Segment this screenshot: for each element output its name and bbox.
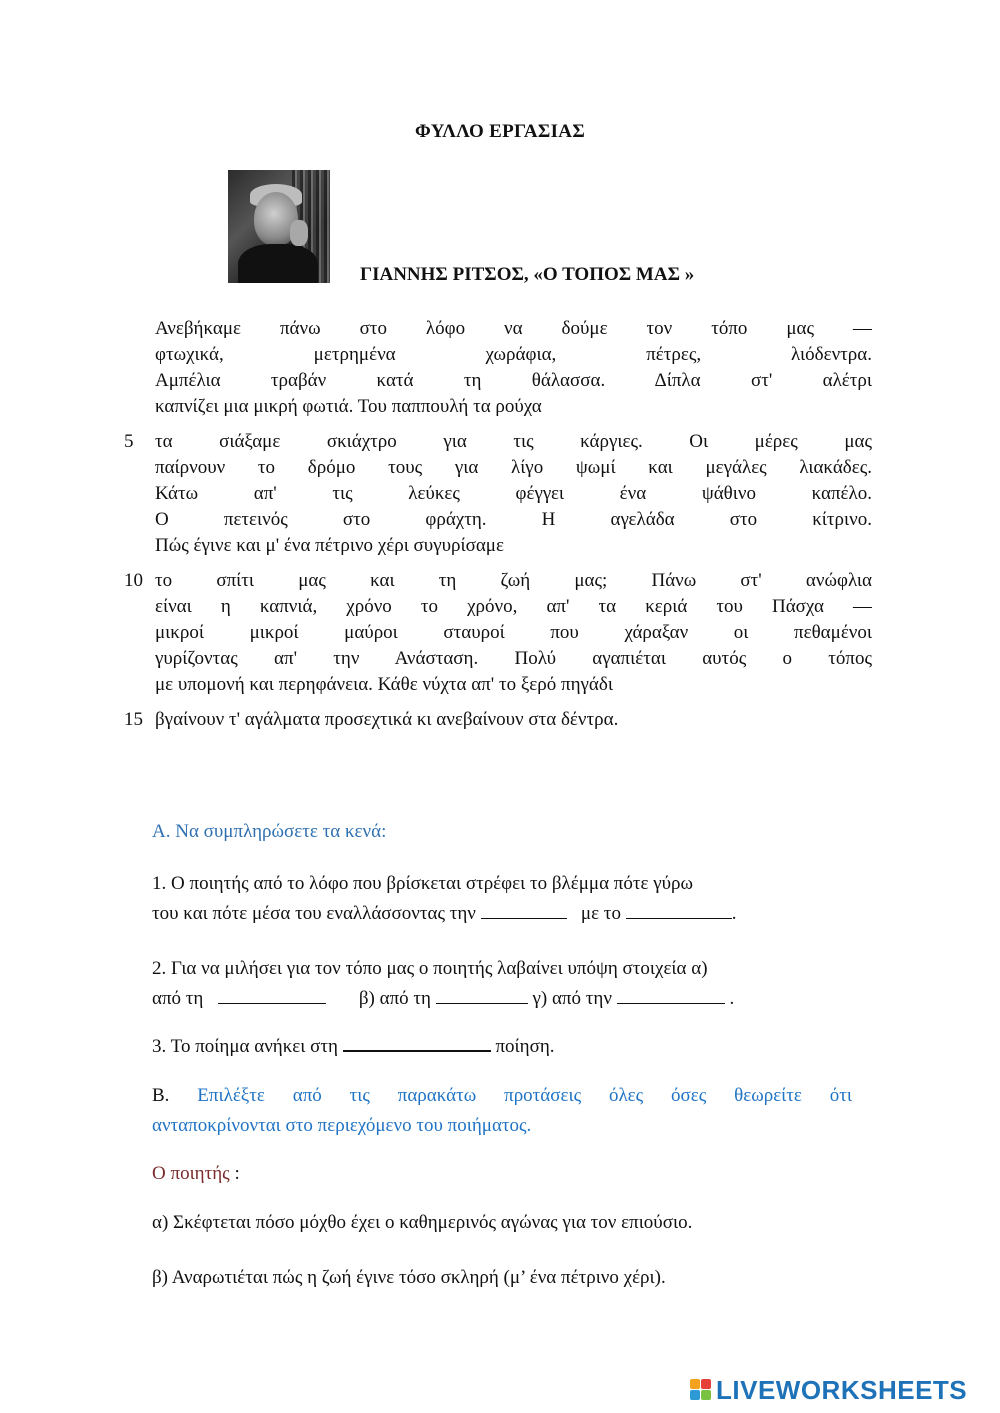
poem-line-text: Αμπέλια τραβάν κατά τη θάλασσα. Δίπλα στ' αλέτρι — [155, 370, 872, 391]
liveworksheets-logo-text: LIVEWORKSHEETS — [716, 1374, 968, 1405]
poem-line-text: γυρίζοντας απ' την Ανάσταση. Πολύ αγαπιέται αυτός ο τόπος — [155, 648, 872, 669]
poem-line-number: 10 — [124, 570, 143, 591]
question-3-blank[interactable] — [343, 1032, 491, 1052]
poem-line — [120, 620, 880, 646]
poem-line — [120, 455, 880, 481]
poem-title: ΓΙΑΝΝΗΣ ΡΙΤΣΟΣ, «Ο ΤΟΠΟΣ ΜΑΣ » — [360, 264, 695, 285]
liveworksheets-logo — [690, 1376, 967, 1404]
poem-line-text: τα σιάξαμε σκιάχτρο για τις κάργιες. Οι μέρες μας — [155, 431, 872, 452]
poem-line — [120, 429, 880, 455]
poem-text — [120, 316, 880, 733]
question-1-line-1: 1. Ο ποιητής από το λόφο που βρίσκεται στρέφει το βλέμμα πότε γύρω — [152, 873, 694, 894]
poem-line-text: είναι η καπνιά, χρόνο το χρόνο, απ' τα κεριά του Πάσχα — — [155, 596, 872, 617]
poem-line — [120, 672, 880, 698]
poem-line-text: παίρνουν το δρόμο τους για λίγο ψωμί και μεγάλες λιακάδες. — [155, 457, 872, 478]
section-b-instruction-line-2: ανταποκρίνονται στο περιεχόμενο του ποιήματος. — [152, 1115, 532, 1136]
question-3-text-part-2: ποίηση. — [495, 1036, 555, 1057]
section-b-instruction-line-1: Επιλέξτε από τις παρακάτω προτάσεις όλες όσες θεωρείτε ότι — [197, 1085, 853, 1106]
poem-line-text: φτωχικά, μετρημένα χωράφια, πέτρες, λιόδεντρα. — [155, 344, 872, 365]
poem-line — [120, 342, 880, 368]
question-1-blank-2[interactable] — [626, 900, 732, 919]
question-2-blank-2[interactable] — [436, 985, 528, 1004]
question-2-line-1: 2. Για να μιλήσει για τον τόπο μας ο ποιητής λαβαίνει υπόψη στοιχεία α) — [152, 958, 708, 979]
question-1 — [152, 869, 852, 929]
section-b-subject-label: Ο ποιητής — [152, 1163, 230, 1184]
poem-line — [120, 533, 880, 559]
poem-line-text: Ανεβήκαμε πάνω στο λόφο να δούμε τον τόπο μας — — [155, 318, 872, 339]
poem-line — [120, 594, 880, 620]
question-1-blank-1[interactable] — [481, 900, 567, 919]
poet-portrait-image — [228, 170, 330, 283]
poem-line-text: καπνίζει μια μικρή φωτιά. Του παππουλή τα ρούχα — [155, 396, 542, 417]
question-2-blank-1[interactable] — [218, 985, 326, 1004]
poem-line-text: το σπίτι μας και τη ζωή μας; Πάνω στ' ανώφλια — [155, 570, 872, 591]
poem-line-text: βγαίνουν τ' αγάλματα προσεχτικά κι ανεβαίνουν στα δέντρα. — [155, 709, 619, 730]
question-2-text-part-2: β) από τη — [358, 988, 431, 1009]
poem-line — [120, 646, 880, 672]
question-2-text-part-3: γ) από την — [532, 988, 612, 1009]
poem-line — [120, 481, 880, 507]
poem-line — [120, 507, 880, 533]
poem-line — [120, 568, 880, 594]
question-2-line-2 — [152, 984, 852, 1014]
question-2 — [152, 954, 852, 1014]
worksheet-title: ΦΥΛΛΟ ΕΡΓΑΣΙΑΣ — [414, 121, 586, 142]
poem-line-text: μικροί μικροί μαύροι σταυροί που χάραξαν οι πεθαμένοι — [155, 622, 872, 643]
question-1-text-part-2: με το — [580, 903, 621, 924]
poem-line-text: Ο πετεινός στο φράχτη. Η αγελάδα στο κίτρινο. — [155, 509, 872, 530]
poem-line-text: Κάτω απ' τις λεύκες φέγγει ένα ψάθινο καπέλο. — [155, 483, 872, 504]
poem-line — [120, 316, 880, 342]
question-2-end: . — [729, 988, 735, 1009]
poem-line-text: Πώς έγινε και μ' ένα πέτρινο χέρι συγυρίσαμε — [155, 535, 504, 556]
section-a-heading: Α. Να συμπληρώσετε τα κενά: — [152, 821, 387, 842]
section-b-instruction — [152, 1081, 852, 1141]
section-b-subject — [152, 1159, 852, 1189]
question-2-blank-3[interactable] — [617, 985, 725, 1004]
poem-line-number: 5 — [124, 431, 134, 452]
poem-line-number: 15 — [124, 709, 143, 730]
question-3-text-part-1: 3. Το ποίημα ανήκει στη — [152, 1036, 338, 1057]
poem-line — [120, 394, 880, 420]
poem-line — [120, 707, 880, 733]
section-b-label: Β. — [152, 1085, 170, 1106]
poem-line — [120, 368, 880, 394]
section-b-subject-colon: : — [229, 1163, 240, 1184]
poem-line-text: με υπομονή και περηφάνεια. Κάθε νύχτα απ' το ξερό πηγάδι — [155, 674, 613, 695]
question-1-text-part-1: του και πότε μέσα του εναλλάσσοντας την — [152, 903, 476, 924]
question-1-line-2 — [152, 899, 852, 929]
question-2-text-part-1: από τη — [152, 988, 204, 1009]
liveworksheets-logo-icon — [690, 1379, 712, 1401]
option-a[interactable]: α) Σκέφτεται πόσο μόχθο έχει ο καθημερινός αγώνας για τον επιούσιο. — [152, 1212, 693, 1233]
question-1-end: . — [731, 903, 737, 924]
option-b[interactable]: β) Αναρωτιέται πώς η ζωή έγινε τόσο σκληρή (μ’ ένα πέτρινο χέρι). — [152, 1267, 666, 1288]
question-3 — [152, 1032, 852, 1062]
